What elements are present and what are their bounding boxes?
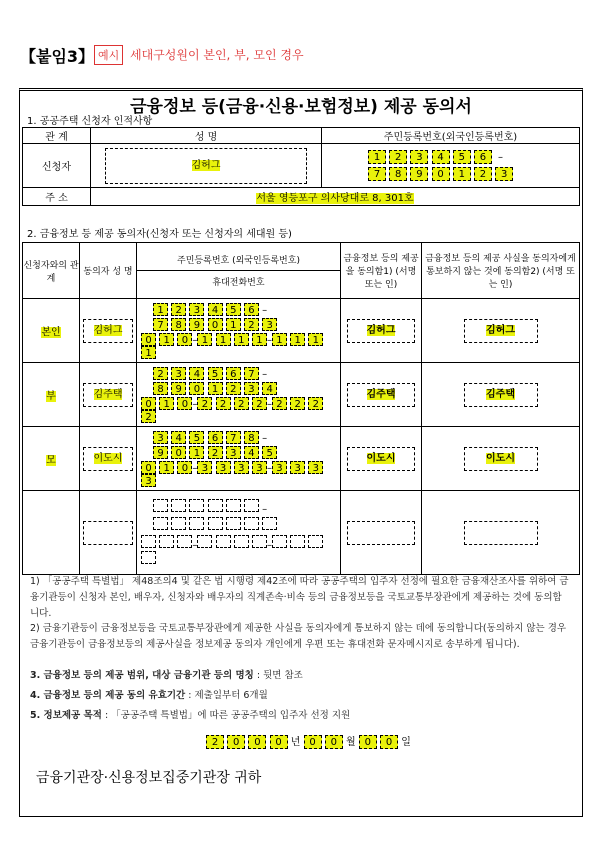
digit-cell: 0 — [208, 318, 223, 331]
digit-cell — [153, 517, 168, 530]
digit-cell: 7 — [244, 367, 259, 380]
digit-cell: 0 — [141, 461, 156, 474]
digit-cell — [171, 499, 186, 512]
digit-cell: 4 — [244, 446, 259, 459]
digit-cell: 1 — [252, 333, 267, 346]
digit-cell: 3 — [234, 461, 249, 474]
year-unit: 년 — [290, 737, 301, 748]
address-value[interactable]: 서울 영등포구 의사당대로 8, 301호 — [256, 193, 414, 204]
note-3: 3. 금융정보 등의 제공 범위, 대상 금융기관 등의 명칭 : 뒷면 참조 — [30, 670, 303, 681]
digit-cell: 2 — [272, 397, 287, 410]
digit-cell: 5 — [453, 150, 471, 164]
digit-cell: 1 — [159, 461, 174, 474]
empty-number-cells[interactable]: – – – — [137, 491, 341, 575]
row-sign-consent[interactable]: 김허그 — [347, 319, 415, 343]
digit-cell — [197, 535, 212, 548]
digit-cell: 1 — [216, 333, 231, 346]
digit-cell — [226, 517, 241, 530]
section2-heading: 2. 금융정보 등 제공 동의자(신청자 또는 신청자의 세대원 등) — [27, 229, 292, 240]
digit-cell: 1 — [197, 333, 212, 346]
digit-cell — [171, 517, 186, 530]
digit-cell: 5 — [189, 431, 204, 444]
consent-row: 부 김주택 2 3 4 5 6 7 – 8 9 0 1 2 3 4 0 1 0 – 2 2 2 2 – 2 2 2 2 김주택 김주택 — [23, 363, 580, 427]
digit-cell — [159, 535, 174, 548]
row-sign-notify[interactable]: 김허그 — [464, 319, 538, 343]
digit-cell: 0 — [177, 397, 192, 410]
row-name: 김주택 — [93, 388, 123, 400]
digit-cell: 1 — [290, 333, 305, 346]
digit-cell — [141, 551, 156, 564]
digit-cell — [208, 499, 223, 512]
digit-cell: 0 — [248, 735, 266, 749]
digit-cell: 1 — [208, 382, 223, 395]
digit-cell: 8 — [153, 382, 168, 395]
applicant-rrn-front[interactable]: 1 2 3 4 5 6 – — [368, 150, 579, 164]
col-name: 성 명 — [91, 128, 322, 144]
row-sign-consent[interactable]: 김주택 — [347, 383, 415, 407]
digit-cell: 6 — [474, 150, 492, 164]
digit-cell: 2 — [171, 303, 186, 316]
digit-cell — [141, 535, 156, 548]
digit-cell: 2 — [474, 167, 492, 181]
digit-cell — [189, 517, 204, 530]
date-field[interactable] — [206, 733, 411, 749]
digit-cell: 7 — [368, 167, 386, 181]
note-2: 2) 금융기관등이 금융정보등을 국토교통부장관에게 제공한 사실을 동의자에게 통보하지 않는 데에 동의합니다(동의하지 않는 경우 금융기관등이 금융정보등의 제공사실을 정보제공 동의자 개인에게 우편 또는 휴대전화 문자메시지로 송부하게 됩니다). — [30, 623, 567, 650]
digit-cell: 6 — [244, 303, 259, 316]
note-5: 5. 정보제공 목적 : 「공공주택 특별법」에 따른 공공주택의 입주자 선정 지원 — [30, 710, 351, 721]
digit-cell: 0 — [171, 446, 186, 459]
consent-table — [22, 242, 580, 575]
digit-cell: 2 — [226, 382, 241, 395]
row-relation: 모 — [46, 455, 56, 466]
note-4: 4. 금융정보 등의 제공 동의 유효기간 : 제출일부터 6개월 — [30, 690, 268, 701]
consent-row-empty — [23, 491, 580, 575]
row-name-box[interactable] — [83, 319, 133, 343]
empty-name-box[interactable] — [83, 521, 133, 545]
digit-cell: 3 — [308, 461, 323, 474]
digit-cell: 0 — [325, 735, 343, 749]
digit-cell — [234, 535, 249, 548]
digit-cell: 2 — [208, 446, 223, 459]
digit-cell — [272, 535, 287, 548]
digit-cell: 0 — [141, 397, 156, 410]
digit-cell: 2 — [153, 367, 168, 380]
col-rrn: 주민등록번호(외국인등록번호) — [322, 128, 580, 144]
digit-cell: 2 — [308, 397, 323, 410]
digit-cell: 3 — [244, 382, 259, 395]
digit-cell: 1 — [308, 333, 323, 346]
example-description: 세대구성원이 본인, 부, 모인 경우 — [130, 48, 304, 62]
digit-cell: 7 — [226, 431, 241, 444]
digit-cell: 3 — [171, 367, 186, 380]
digit-cell: 0 — [380, 735, 398, 749]
row-name-box[interactable] — [83, 383, 133, 407]
digit-cell: 5 — [262, 446, 277, 459]
col-relation2: 신청자와의 관 계 — [23, 243, 80, 299]
digit-cell: 0 — [177, 461, 192, 474]
col-phone: 휴대전화번호 — [137, 270, 340, 288]
digit-cell — [308, 535, 323, 548]
digit-cell: 4 — [262, 382, 277, 395]
example-tag: 예시 — [94, 45, 123, 65]
digit-cell: 9 — [153, 446, 168, 459]
digit-cell: 2 — [290, 397, 305, 410]
digit-cell — [153, 499, 168, 512]
digit-cell: 8 — [389, 167, 407, 181]
digit-cell — [226, 499, 241, 512]
digit-cell: 3 — [410, 150, 428, 164]
digit-cell: 0 — [141, 333, 156, 346]
digit-cell: 4 — [432, 150, 450, 164]
digit-cell: 9 — [189, 318, 204, 331]
section1-heading: 1. 공공주택 신청자 인적사항 — [27, 116, 153, 127]
digit-cell — [244, 499, 259, 512]
digit-cell: 5 — [226, 303, 241, 316]
digit-cell: 3 — [252, 461, 267, 474]
digit-cell: 1 — [153, 303, 168, 316]
digit-cell: 1 — [272, 333, 287, 346]
note-1: 1) 「공공주택 특별법」 제48조의4 및 같은 법 시행령 제42조에 따라 공공주택의 입주자 선정에 필요한 금융재산조사를 위하여 금융기관등이 신청자 본인, 배우자, 신청자와 배우자의 직계존속·비속 등의 금융정보등을 국토교통부장관에게 제공하는 것에 동의합니다. — [30, 576, 569, 619]
applicant-rrn-back[interactable] — [368, 167, 579, 181]
digit-cell: 3 — [262, 318, 277, 331]
digit-cell: 2 — [216, 397, 231, 410]
row-relation: 본인 — [41, 327, 61, 338]
digit-cell: 4 — [171, 431, 186, 444]
digit-cell: 3 — [290, 461, 305, 474]
digit-cell: 6 — [226, 367, 241, 380]
digit-cell: 1 — [234, 333, 249, 346]
col-relation: 관 계 — [23, 128, 91, 144]
digit-cell: 0 — [359, 735, 377, 749]
row-sign-notify[interactable]: 이도시 — [464, 447, 538, 471]
digit-cell — [208, 517, 223, 530]
digit-cell: 2 — [252, 397, 267, 410]
applicant-table — [22, 127, 580, 206]
digit-cell: 3 — [216, 461, 231, 474]
digit-cell — [216, 535, 231, 548]
digit-cell: 3 — [226, 446, 241, 459]
digit-cell: 3 — [197, 461, 212, 474]
digit-cell: 0 — [432, 167, 450, 181]
applicant-name: 김허그 — [191, 159, 221, 171]
digit-cell: 0 — [189, 382, 204, 395]
digit-cell: 3 — [153, 431, 168, 444]
digit-cell: 1 — [159, 333, 174, 346]
digit-cell: 7 — [153, 318, 168, 331]
digit-cell: 2 — [206, 735, 224, 749]
attachment-label: 【붙임3】 — [20, 47, 95, 66]
digit-cell: 6 — [208, 431, 223, 444]
digit-cell — [177, 535, 192, 548]
digit-cell: 2 — [244, 318, 259, 331]
applicant-name-box[interactable] — [105, 148, 307, 184]
address-label: 주 소 — [23, 188, 91, 206]
digit-cell: 0 — [270, 735, 288, 749]
col-rrn2: 주민등록번호 (외국인등록번호) 휴대전화번호 — [137, 243, 341, 299]
empty-sign1[interactable] — [347, 521, 415, 545]
consent-row: 모 이도시 3 4 5 6 7 8 – 9 0 1 2 3 4 5 0 1 0 – 3 3 3 3 – 3 3 3 3 이도시 이도시 — [23, 427, 580, 491]
digit-cell — [252, 535, 267, 548]
digit-cell: 2 — [389, 150, 407, 164]
digit-cell — [244, 517, 259, 530]
digit-cell: 3 — [189, 303, 204, 316]
row-name: 이도시 — [93, 452, 123, 464]
digit-cell: 1 — [453, 167, 471, 181]
row-name-box[interactable] — [83, 447, 133, 471]
digit-cell: 5 — [208, 367, 223, 380]
digit-cell: 8 — [171, 318, 186, 331]
digit-cell: 3 — [495, 167, 513, 181]
digit-cell: 8 — [244, 431, 259, 444]
digit-cell: 0 — [177, 333, 192, 346]
digit-cell: 4 — [208, 303, 223, 316]
digit-cell — [189, 499, 204, 512]
digit-cell: 2 — [141, 410, 156, 423]
row-sign-notify[interactable]: 김주택 — [464, 383, 538, 407]
digit-cell: 1 — [189, 446, 204, 459]
digit-cell: 9 — [171, 382, 186, 395]
digit-cell: 9 — [410, 167, 428, 181]
digit-cell: 1 — [141, 346, 156, 359]
digit-cell: 4 — [189, 367, 204, 380]
digit-cell — [262, 517, 277, 530]
empty-sign2[interactable] — [464, 521, 538, 545]
digit-cell: 1 — [368, 150, 386, 164]
month-unit: 월 — [345, 737, 356, 748]
col-notify: 금융정보 등의 제공 사실을 동의자에게 통보하지 않는 것에 동의함2) (서명 또는 인) — [422, 243, 580, 299]
row-relation: 부 — [46, 391, 56, 402]
digit-cell: 3 — [272, 461, 287, 474]
digit-cell: 3 — [141, 474, 156, 487]
digit-cell: 2 — [197, 397, 212, 410]
row-name: 김허그 — [93, 324, 123, 336]
col-consent: 금융정보 등의 제공을 동의함1) (서명 또는 인) — [341, 243, 422, 299]
applicant-label: 신청자 — [23, 144, 91, 188]
digit-cell: 2 — [234, 397, 249, 410]
digit-cell — [290, 535, 305, 548]
addressee: 금융기관장·신용정보집중기관장 귀하 — [36, 770, 262, 786]
document-title: 금융정보 등(금융·신용·보험정보) 제공 동의서 — [130, 97, 472, 117]
col-name2: 동의자 성 명 — [80, 243, 137, 299]
digit-cell: 0 — [304, 735, 322, 749]
digit-cell: 1 — [226, 318, 241, 331]
consent-row: 본인 김허그 1 2 3 4 5 6 – 7 8 9 0 1 2 3 0 1 0 – 1 1 1 1 – 1 1 1 1 김허그 김허그 — [23, 299, 580, 363]
row-sign-consent[interactable]: 이도시 — [347, 447, 415, 471]
day-unit: 일 — [401, 737, 411, 748]
digit-cell: 0 — [227, 735, 245, 749]
digit-cell: 1 — [159, 397, 174, 410]
